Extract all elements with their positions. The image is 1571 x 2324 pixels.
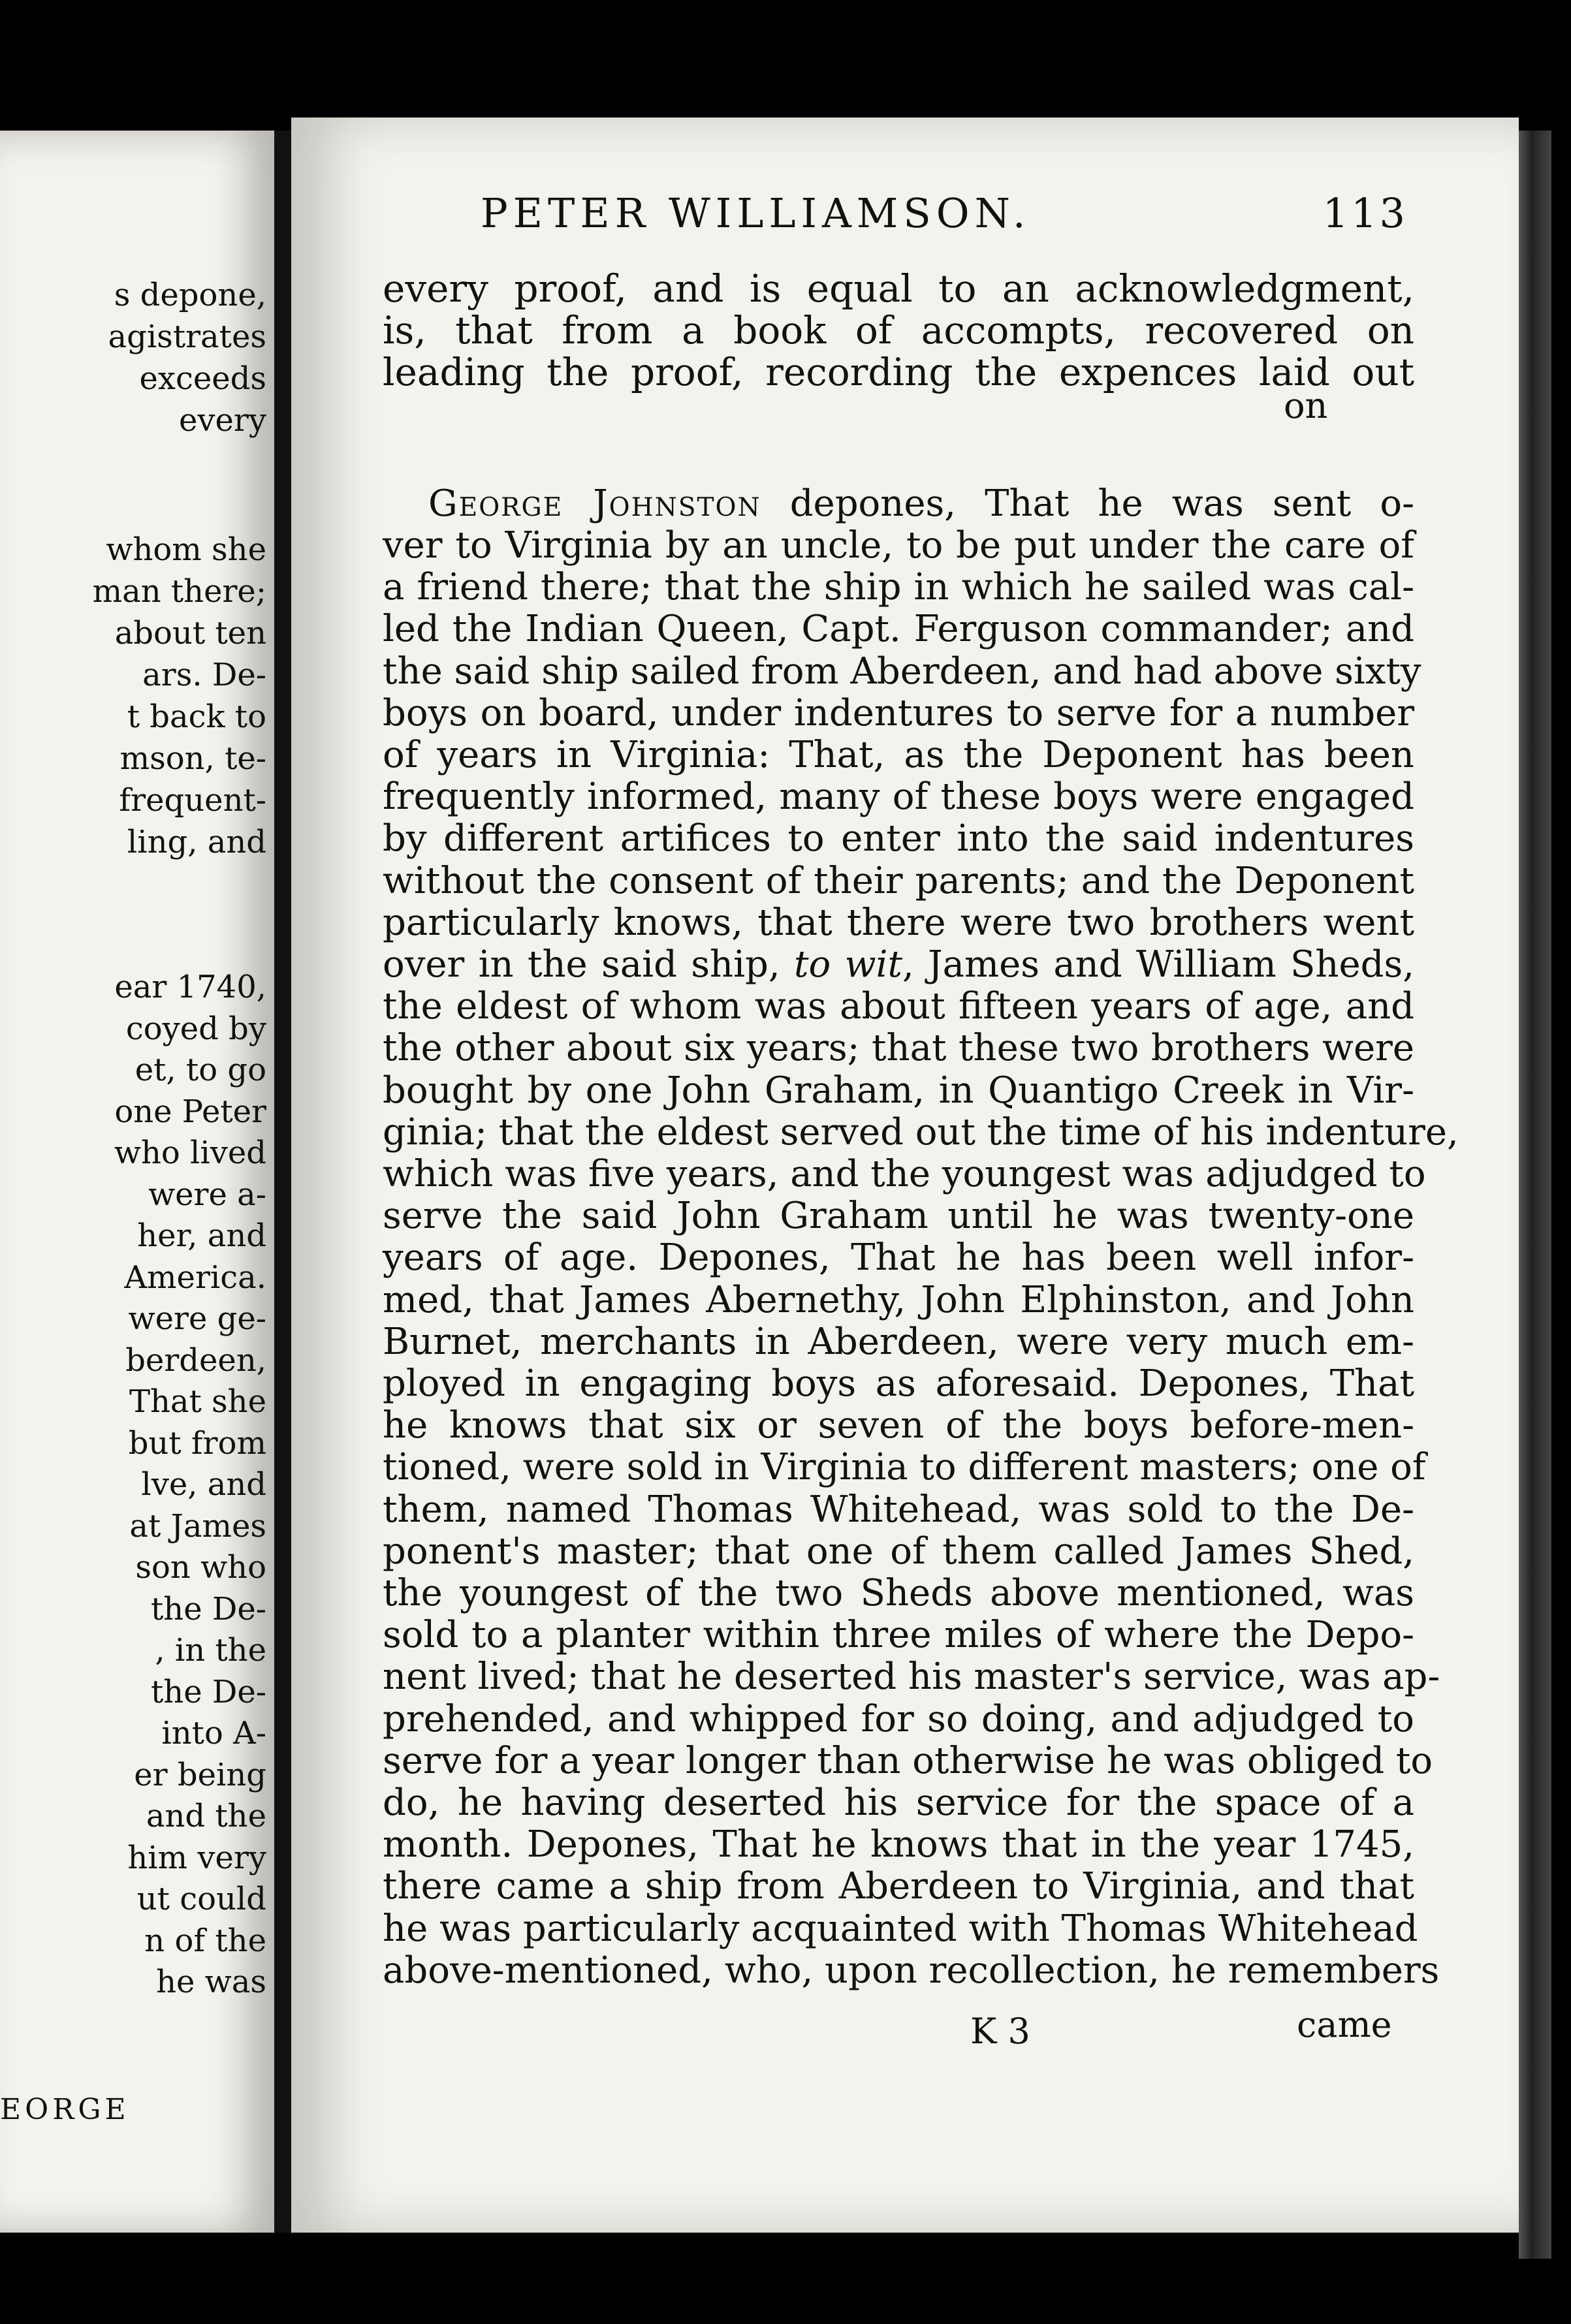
text-line: lve, and	[141, 1466, 266, 1503]
text-line: him very	[127, 1839, 266, 1876]
left-page	[0, 131, 278, 2233]
text-line: he knows that six or seven of the boys before-men-	[383, 1404, 1414, 1447]
text-line: son who	[135, 1549, 266, 1586]
text-line: month. Depones, That he knows that in the year 1745,	[383, 1823, 1414, 1866]
text-line: whom she	[106, 531, 266, 568]
text-line: above-mentioned, who, upon recollection, he remembers	[383, 1949, 1440, 1992]
text-line: the De-	[151, 1590, 266, 1627]
paragraph-first-line: George Johnston depones, That he was sent o-	[428, 482, 1414, 525]
text-line: sold to a planter within three miles of where the Depo-	[383, 1614, 1414, 1657]
text-line: man there;	[92, 573, 266, 610]
text-line: is, that from a book of accompts, recovered on	[383, 308, 1414, 353]
text-line: tioned, were sold in Virginia to different masters; one of	[383, 1446, 1426, 1489]
text-line: the youngest of the two Sheds above mentioned, was	[383, 1572, 1414, 1614]
book-gutter	[274, 131, 291, 2233]
text-line: med, that James Abernethy, John Elphinston, and John	[383, 1278, 1414, 1321]
page-edge	[1519, 131, 1551, 2259]
text-line: were a-	[148, 1176, 266, 1213]
text-line: but from	[128, 1424, 266, 1462]
text-line: n of the	[144, 1922, 266, 1959]
text-line: her, and	[137, 1217, 266, 1254]
text-line: bought by one John Graham, in Quantigo Creek in Vir-	[383, 1069, 1414, 1112]
text-line: , in the	[155, 1632, 266, 1669]
text-line: of years in Virginia: That, as the Deponent has been	[383, 734, 1414, 776]
text-line: do, he having deserted his service for the space of a	[383, 1782, 1414, 1824]
text-line: prehended, and whipped for so doing, and adjudged to	[383, 1697, 1414, 1740]
left-page-catchword: EORGE	[0, 2093, 130, 2126]
text-line: leading the proof, recording the expences laid out	[383, 350, 1414, 394]
text-line: which was five years, and the youngest was adjudged to	[383, 1153, 1426, 1195]
text-line: the said ship sailed from Aberdeen, and had above sixty	[383, 650, 1421, 693]
running-header	[481, 189, 1408, 237]
text-line: serve the said John Graham until he was twenty-one	[383, 1195, 1414, 1238]
text-line: Burnet, merchants in Aberdeen, were very much em-	[383, 1320, 1414, 1363]
text-line: nent lived; that he deserted his master's service, was ap-	[383, 1656, 1440, 1699]
text-line: were ge-	[128, 1300, 266, 1337]
text-line: the eldest of whom was about fifteen years of age, and	[383, 985, 1414, 1028]
running-head-title: PETER WILLIAMSON.	[481, 189, 1031, 237]
text-line: every proof, and is equal to an acknowledgment,	[383, 266, 1414, 311]
page-number: 113	[1322, 189, 1408, 237]
text-line: exceeds	[139, 360, 266, 397]
text-line: That she	[129, 1383, 266, 1420]
text-line: who lived	[114, 1135, 266, 1171]
text-line: there came a ship from Aberdeen to Virginia, and that	[383, 1865, 1414, 1908]
text-line: the other about six years; that these two brothers were	[383, 1027, 1414, 1070]
text-line: serve for a year longer than otherwise he was obliged to	[383, 1739, 1433, 1782]
text-line: one Peter	[114, 1093, 266, 1130]
text-line: years of age. Depones, That he has been well infor-	[383, 1236, 1414, 1280]
text-line: et, to go	[135, 1052, 266, 1088]
text-line: boys on board, under indentures to serve for a number	[383, 691, 1414, 734]
text-line: frequent-	[119, 782, 266, 819]
text-line: ut could	[136, 1881, 266, 1917]
text-line: t back to	[127, 699, 266, 735]
text-line: and the	[146, 1798, 266, 1834]
text-line: into A-	[161, 1715, 266, 1751]
text-line: mson, te-	[119, 740, 266, 777]
text-line: ling, and	[127, 824, 266, 860]
text-line: the De-	[151, 1673, 266, 1710]
text-line: by different artifices to enter into the said indentures	[383, 817, 1414, 860]
right-page	[291, 118, 1519, 2233]
text-line: about ten	[114, 615, 266, 652]
text-line: at James	[129, 1507, 266, 1545]
text-line: agistrates	[108, 319, 266, 355]
text-line: coyed by	[125, 1010, 266, 1047]
text-line: ponent's master; that one of them called James Shed,	[383, 1530, 1414, 1573]
top-catchword: on	[1284, 385, 1328, 426]
text-line: er being	[134, 1756, 266, 1793]
text-line: ars. De-	[142, 657, 266, 693]
deponent-name: George Johnston	[428, 482, 761, 525]
signature-mark: K 3	[970, 2011, 1030, 2052]
text-line: ployed in engaging boys as aforesaid. Depones, That	[383, 1362, 1414, 1405]
text-line: ginia; that the eldest served out the time of his indenture,	[383, 1110, 1459, 1154]
text-line: without the consent of their parents; and the Deponent	[383, 859, 1414, 902]
text-line: s depone,	[114, 277, 266, 313]
text-line: ear 1740,	[114, 969, 266, 1005]
text-line: led the Indian Queen, Capt. Ferguson commander; and	[383, 608, 1414, 651]
text-line: over in the said ship, to wit, James and William Sheds,	[383, 943, 1415, 986]
text-line: a friend there; that the ship in which he sailed was cal-	[383, 566, 1414, 609]
text-line: them, named Thomas Whitehead, was sold to the De-	[383, 1488, 1414, 1531]
text-line: every	[179, 402, 266, 439]
text-line: particularly knows, that there were two brothers went	[383, 901, 1414, 944]
text-line: berdeen,	[125, 1342, 266, 1379]
text-line: ver to Virginia by an uncle, to be put under the care of	[383, 524, 1414, 567]
text-line: he was	[156, 1964, 266, 2000]
text-line: he was particularly acquainted with Thomas Whitehead	[383, 1907, 1418, 1950]
text-line: America.	[124, 1259, 266, 1296]
bottom-catchword: came	[1297, 2004, 1392, 2045]
text-line: frequently informed, many of these boys were engaged	[383, 776, 1414, 819]
